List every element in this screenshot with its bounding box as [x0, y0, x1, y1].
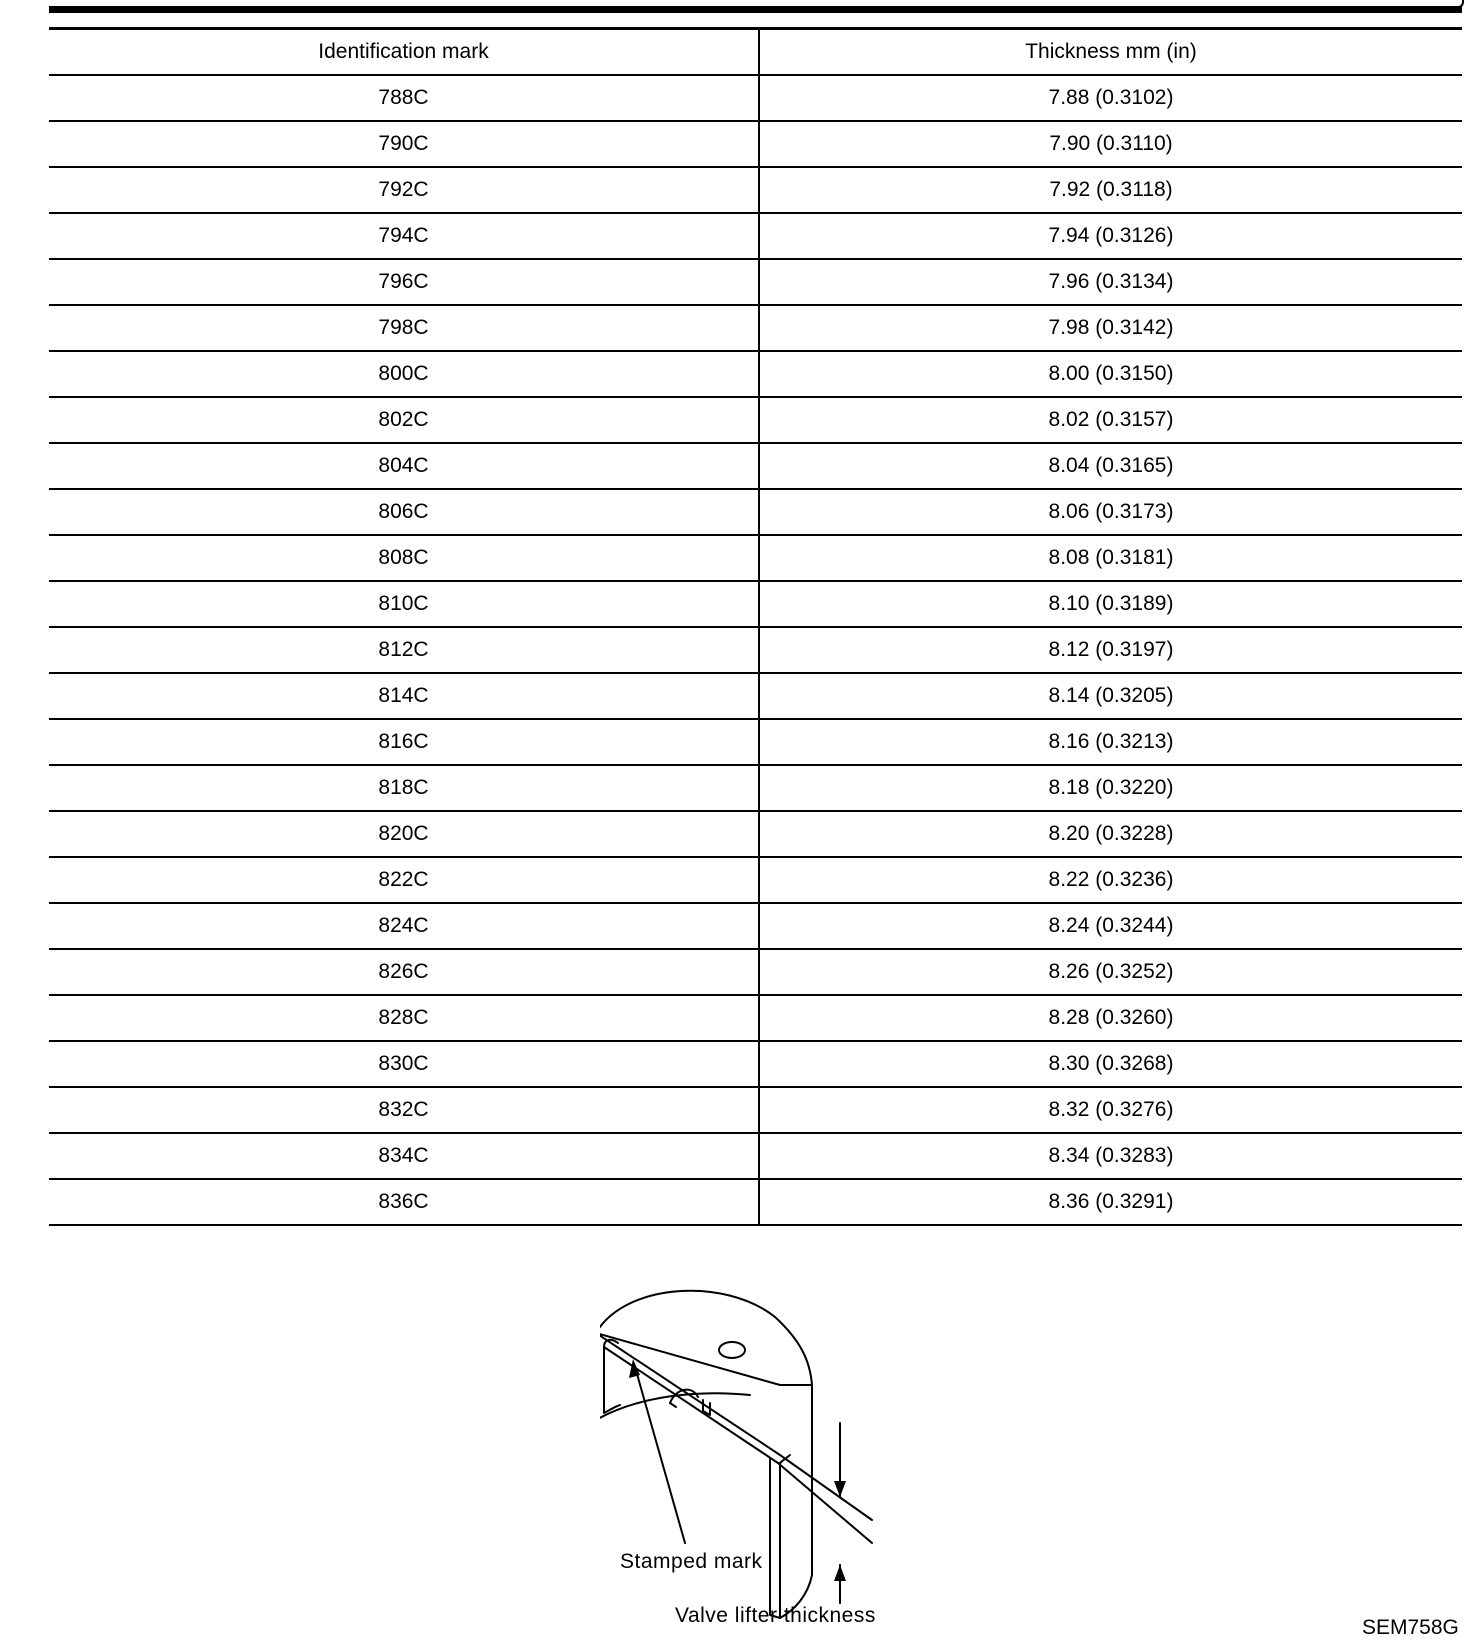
- thickness-cell: 8.16 (0.3213): [759, 719, 1462, 765]
- header-thickness: Thickness mm (in): [759, 29, 1462, 76]
- identification-mark-cell: 788C: [49, 75, 759, 121]
- identification-mark-cell: 804C: [49, 443, 759, 489]
- table-row: [49, 857, 1462, 903]
- valve-lifter-figure: [600, 1285, 910, 1625]
- table-row: [49, 489, 1462, 535]
- identification-mark-cell: 800C: [49, 351, 759, 397]
- valve-lifter-table: [49, 27, 1462, 1226]
- valve-lifter-drawing: [600, 1285, 910, 1625]
- table-row: [49, 765, 1462, 811]
- table-header-row: [49, 29, 1462, 76]
- table-row: [49, 397, 1462, 443]
- table-row: [49, 1133, 1462, 1179]
- stamped-mark-label: Stamped mark: [620, 1550, 763, 1573]
- figure-code: SEM758G: [1362, 1616, 1459, 1639]
- table-row: [49, 581, 1462, 627]
- identification-mark-cell: 806C: [49, 489, 759, 535]
- identification-mark-cell: 792C: [49, 167, 759, 213]
- thickness-cell: 8.04 (0.3165): [759, 443, 1462, 489]
- thickness-cell: 7.96 (0.3134): [759, 259, 1462, 305]
- table-row: [49, 259, 1462, 305]
- identification-mark-cell: 836C: [49, 1179, 759, 1225]
- identification-mark-cell: 814C: [49, 673, 759, 719]
- thickness-cell: 7.94 (0.3126): [759, 213, 1462, 259]
- thickness-cell: 7.90 (0.3110): [759, 121, 1462, 167]
- identification-mark-cell: 798C: [49, 305, 759, 351]
- thickness-cell: 8.12 (0.3197): [759, 627, 1462, 673]
- thickness-cell: 8.26 (0.3252): [759, 949, 1462, 995]
- table-row: [49, 903, 1462, 949]
- identification-mark-cell: 824C: [49, 903, 759, 949]
- table-row: [49, 1041, 1462, 1087]
- thickness-cell: 7.92 (0.3118): [759, 167, 1462, 213]
- header-identification-mark: Identification mark: [49, 29, 759, 76]
- identification-mark-cell: 820C: [49, 811, 759, 857]
- thickness-cell: 8.28 (0.3260): [759, 995, 1462, 1041]
- table-row: [49, 351, 1462, 397]
- identification-mark-cell: 828C: [49, 995, 759, 1041]
- table-row: [49, 627, 1462, 673]
- table-row: [49, 1087, 1462, 1133]
- thickness-cell: 8.00 (0.3150): [759, 351, 1462, 397]
- thickness-cell: 7.98 (0.3142): [759, 305, 1462, 351]
- identification-mark-cell: 830C: [49, 1041, 759, 1087]
- identification-mark-cell: 818C: [49, 765, 759, 811]
- identification-mark-cell: 808C: [49, 535, 759, 581]
- thickness-cell: 8.08 (0.3181): [759, 535, 1462, 581]
- table-row: [49, 811, 1462, 857]
- table-body: [49, 75, 1462, 1225]
- identification-mark-cell: 826C: [49, 949, 759, 995]
- thickness-cell: 7.88 (0.3102): [759, 75, 1462, 121]
- identification-mark-cell: 812C: [49, 627, 759, 673]
- identification-mark-cell: 802C: [49, 397, 759, 443]
- identification-mark-cell: 816C: [49, 719, 759, 765]
- thickness-cell: 8.14 (0.3205): [759, 673, 1462, 719]
- table-row: [49, 121, 1462, 167]
- thickness-cell: 8.06 (0.3173): [759, 489, 1462, 535]
- thickness-cell: 8.36 (0.3291): [759, 1179, 1462, 1225]
- table-row: [49, 213, 1462, 259]
- table-row: [49, 719, 1462, 765]
- thickness-cell: 8.10 (0.3189): [759, 581, 1462, 627]
- identification-mark-cell: 822C: [49, 857, 759, 903]
- table-row: [49, 75, 1462, 121]
- table-row: [49, 305, 1462, 351]
- identification-mark-cell: 794C: [49, 213, 759, 259]
- identification-mark-cell: 834C: [49, 1133, 759, 1179]
- table-row: [49, 443, 1462, 489]
- table-row: [49, 673, 1462, 719]
- thickness-cell: 8.24 (0.3244): [759, 903, 1462, 949]
- table-row: [49, 995, 1462, 1041]
- thickness-cell: 8.32 (0.3276): [759, 1087, 1462, 1133]
- table-row: [49, 167, 1462, 213]
- thickness-cell: 8.30 (0.3268): [759, 1041, 1462, 1087]
- identification-mark-cell: 796C: [49, 259, 759, 305]
- table-row: [49, 949, 1462, 995]
- table-row: [49, 535, 1462, 581]
- top-rule: [49, 6, 1462, 13]
- thickness-cell: 8.34 (0.3283): [759, 1133, 1462, 1179]
- thickness-cell: 8.20 (0.3228): [759, 811, 1462, 857]
- thickness-cell: 8.22 (0.3236): [759, 857, 1462, 903]
- identification-mark-cell: 810C: [49, 581, 759, 627]
- thickness-cell: 8.18 (0.3220): [759, 765, 1462, 811]
- identification-mark-cell: 832C: [49, 1087, 759, 1133]
- identification-mark-cell: 790C: [49, 121, 759, 167]
- table-row: [49, 1179, 1462, 1225]
- thickness-cell: 8.02 (0.3157): [759, 397, 1462, 443]
- valve-lifter-thickness-label: Valve lifter thickness: [675, 1604, 876, 1627]
- corner-mark: [1456, 0, 1464, 8]
